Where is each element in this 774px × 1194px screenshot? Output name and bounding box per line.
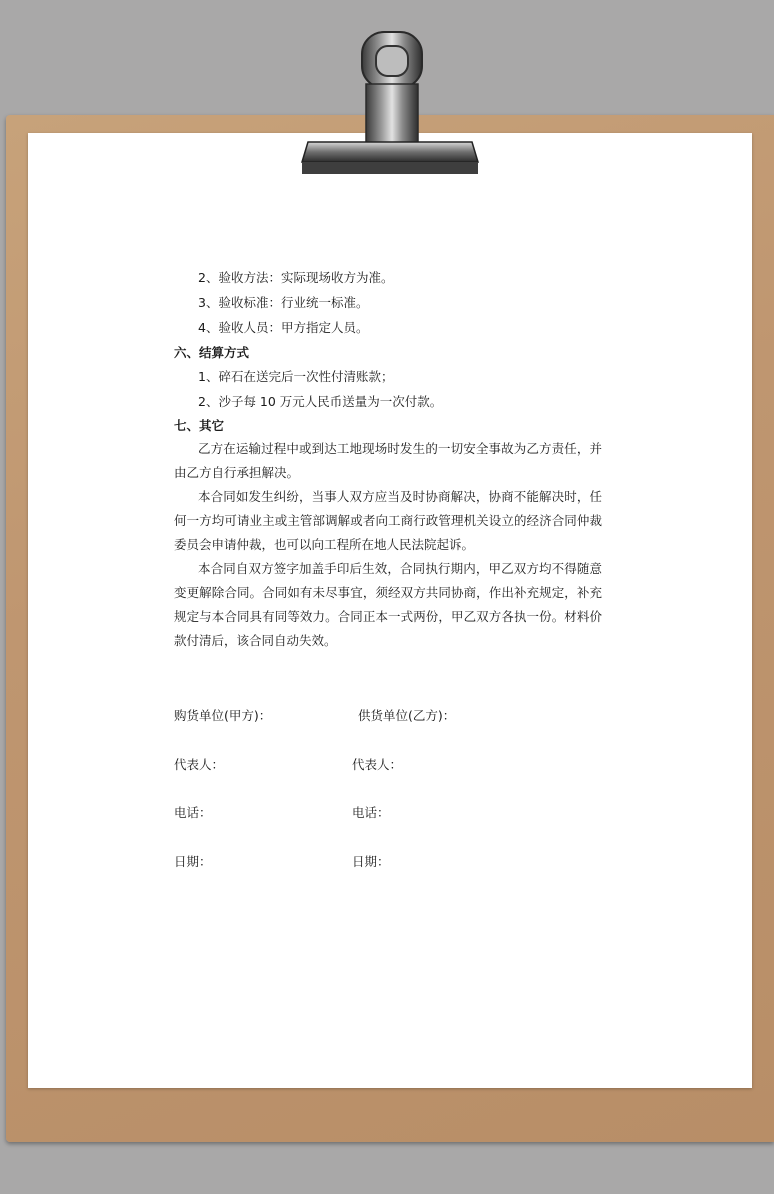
paragraph-line: 款付清后，该合同自动失效。: [174, 633, 337, 648]
supplier-unit-label: 供货单位(乙方)：: [358, 708, 456, 723]
paragraph-line: 乙方在运输过程中或到达工地现场时发生的一切安全事故为乙方责任，并: [198, 441, 602, 456]
clause-acceptance-staff: 4、验收人员：甲方指定人员。: [198, 320, 369, 335]
binder-clip-icon: [296, 26, 484, 182]
section-heading-settlement: 六、结算方式: [174, 345, 250, 360]
supplier-phone-label: 电话：: [352, 805, 390, 820]
paragraph-line: 何一方均可请业主或主管部调解或者向工商行政管理机关设立的经济合同仲裁: [174, 513, 602, 528]
clause-acceptance-standard: 3、验收标准：行业统一标准。: [198, 295, 369, 310]
paragraph-line: 规定与本合同具有同等效力。合同正本一式两份，甲乙双方各执一份。材料价: [174, 609, 602, 624]
paragraph-line: 本合同如发生纠纷，当事人双方应当及时协商解决，协商不能解决时，任: [198, 489, 602, 504]
clause-acceptance-method: 2、验收方法：实际现场收方为准。: [198, 270, 394, 285]
paragraph-line: 变更解除合同。合同如有未尽事宜，须经双方共同协商，作出补充规定，补充: [174, 585, 602, 600]
buyer-unit-label: 购货单位(甲方)：: [174, 708, 272, 723]
paragraph-line: 由乙方自行承担解决。: [174, 465, 300, 480]
buyer-date-label: 日期：: [174, 854, 212, 869]
paragraph-line: 委员会申请仲裁，也可以向工程所在地人民法院起诉。: [174, 537, 475, 552]
paragraph-line: 本合同自双方签字加盖手印后生效，合同执行期内，甲乙双方均不得随意: [198, 561, 602, 576]
buyer-representative-label: 代表人：: [174, 757, 225, 772]
supplier-date-label: 日期：: [352, 854, 390, 869]
clause-settlement-sand: 2、沙子每 10 万元人民币送量为一次付款。: [198, 394, 443, 409]
clause-settlement-gravel: 1、碎石在送完后一次性付清账款；: [198, 369, 394, 384]
supplier-representative-label: 代表人：: [352, 757, 403, 772]
buyer-phone-label: 电话：: [174, 805, 212, 820]
section-heading-other: 七、其它: [174, 418, 225, 433]
